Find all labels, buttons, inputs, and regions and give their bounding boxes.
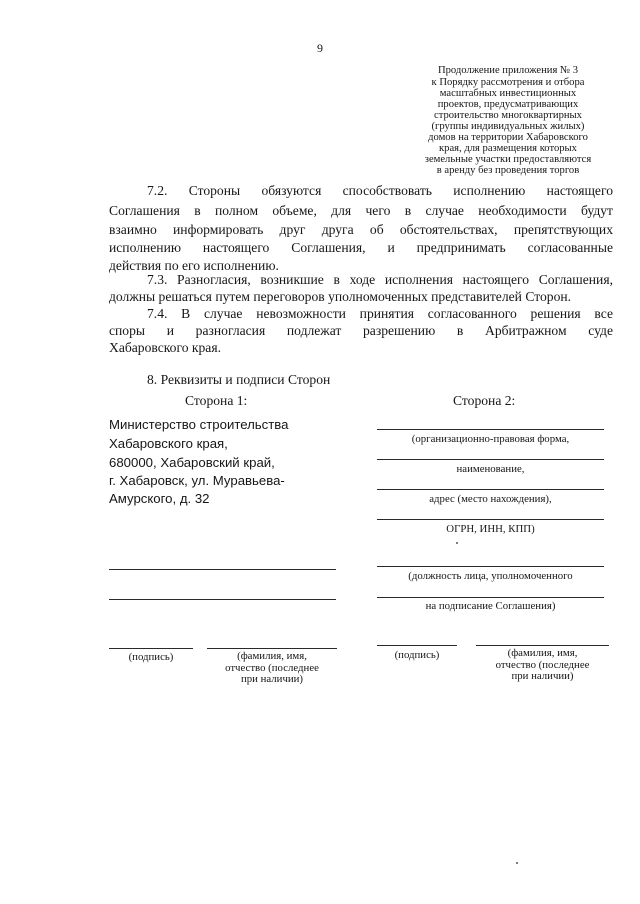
appendix-header-line: (группы индивидуальных жилых) — [431, 121, 585, 132]
scan-speck — [516, 862, 518, 864]
signature-line — [377, 645, 457, 646]
fill-in-line — [377, 519, 604, 520]
paragraph-line: действия по его исполнению. — [109, 258, 279, 273]
field-caption: (организационно-правовая форма, — [411, 433, 570, 445]
fill-in-line — [377, 489, 604, 490]
name-caption-line: при наличии) — [511, 670, 574, 682]
name-caption — [207, 651, 337, 686]
appendix-header-line: проектов, предусматривающих — [437, 99, 579, 110]
paragraph-line: 7.2. Стороны обязуются способствовать исполнению настоящего — [147, 183, 613, 198]
appendix-header-line: к Порядку рассмотрения и отбора — [431, 77, 585, 88]
fill-in-line — [377, 566, 604, 567]
paragraph-line: должны решаться путем переговоров уполномоченных представителей Сторон. — [109, 289, 572, 304]
scan-speck — [456, 542, 458, 544]
name-line — [207, 648, 337, 649]
signature-caption: (подпись) — [394, 649, 440, 661]
party1-details-line: Амурского, д. 32 — [109, 491, 210, 506]
signature-line — [109, 648, 193, 649]
paragraph-line: взаимно информировать друг друга об обстоятельствах, препятствующих — [109, 222, 613, 237]
party1-position-line-2 — [109, 599, 336, 600]
section-title: 8. Реквизиты и подписи Сторон — [147, 372, 331, 387]
name-caption-line: отчество (последнее — [495, 658, 590, 671]
name-caption-line: отчество (последнее — [225, 661, 319, 674]
field-caption: (должность лица, уполномоченного — [408, 570, 573, 582]
fill-in-line — [377, 597, 604, 598]
name-caption-line: (фамилия, имя, — [237, 650, 307, 662]
party1-details-line: г. Хабаровск, ул. Муравьева- — [109, 473, 285, 488]
party1-heading: Сторона 1: — [185, 393, 248, 408]
field-caption: адрес (место нахождения), — [429, 493, 552, 505]
appendix-header-line: домов на территории Хабаровского — [428, 132, 588, 143]
page-number: 9 — [317, 41, 323, 55]
field-caption: на подписание Соглашения) — [425, 600, 556, 612]
party1-details-line: 680000, Хабаровский край, — [109, 455, 275, 470]
paragraph-line: исполнению настоящего Соглашения, и предпринимать согласованные — [109, 240, 613, 255]
field-caption: ОГРН, ИНН, КПП) — [446, 523, 535, 535]
paragraph-line: 7.4. В случае невозможности принятия согласованного решения все — [147, 306, 613, 321]
paragraph-line: Соглашения в полном объеме, для чего в случае необходимости будут — [109, 203, 613, 218]
party1-details-line: Хабаровского края, — [109, 436, 228, 451]
party1-position-line — [109, 569, 336, 570]
appendix-header-line: края, для размещения которых — [439, 143, 577, 154]
party1-details-line: Министерство строительства — [109, 417, 289, 432]
paragraph-line: Хабаровского края. — [109, 340, 221, 355]
appendix-header-line: земельные участки предоставляются — [424, 154, 592, 165]
fill-in-line — [377, 429, 604, 430]
appendix-header-line: в аренду без проведения торгов — [436, 165, 580, 176]
appendix-header-line: масштабных инвестиционных — [439, 88, 577, 99]
appendix-header-line: Продолжение приложения № 3 — [437, 65, 579, 76]
name-caption-line: при наличии) — [240, 673, 304, 685]
field-caption: наименование, — [456, 463, 525, 475]
signature-caption: (подпись) — [128, 651, 174, 663]
paragraph-line: 7.3. Разногласия, возникшие в ходе исполнения настоящего Соглашения, — [147, 272, 613, 287]
name-caption-line: (фамилия, имя, — [507, 647, 578, 659]
appendix-header-line: строительство многоквартирных — [434, 110, 582, 121]
name-line — [476, 645, 609, 646]
name-caption — [476, 648, 609, 683]
party2-heading: Сторона 2: — [453, 393, 516, 408]
fill-in-line — [377, 459, 604, 460]
paragraph-line: споры и разногласия подлежат разрешению в Арбитражном суде — [109, 323, 613, 338]
